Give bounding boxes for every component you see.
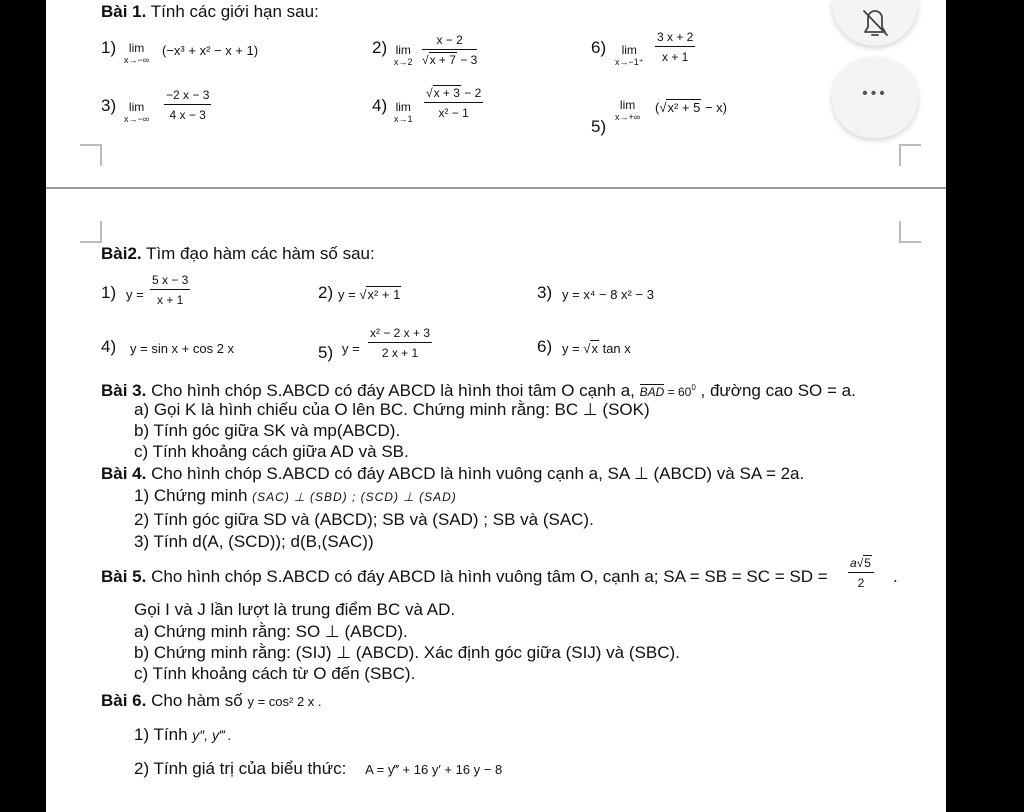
bai1-item2-fraction: $\frac{x - 2}{√x + 7 - 3}$: [422, 33, 478, 67]
bai1-item3-number: 3): [101, 96, 117, 115]
bai2-item2-expr: y = √x² + 1: [338, 287, 401, 302]
bai3-heading: Bài 3. Cho hình chóp S.ABCD có đáy ABCD là hình thoi tâm O cạnh a, BAD = $60^0$ , đường cao SO = a.: [101, 381, 856, 400]
bai2-item1-number: 1): [101, 283, 117, 302]
bai5-fraction: $\frac{a√5}{2}$: [848, 556, 874, 590]
bai5-part-c: c) Tính khoảng cách từ O đến (SBC).: [134, 664, 416, 683]
bai2-item6-number: 6): [537, 337, 553, 356]
bai2-item6-expr: y = √x tan x: [562, 341, 631, 356]
bai1-heading: Bài 1. Tính các giới hạn sau:: [101, 2, 319, 21]
bai6-heading: Bài 6. Cho hàm số y = cos² 2 x .: [101, 691, 322, 710]
bai3-part-c: c) Tính khoảng cách giữa AD và SB.: [134, 442, 409, 461]
bai1-item6-lim: lim x→−1⁺: [615, 43, 644, 67]
bai1-item4-fraction: $\frac{√x + 3 - 2}{\text{x² − 1}}$: [426, 86, 482, 120]
bai2-item5-fraction: $\frac{\text{x² − 2 x + 3}}{2 x + 1}$: [370, 326, 431, 360]
bai5-part-a: a) Chứng minh rằng: SO ⊥ (ABCD).: [134, 622, 408, 641]
bai2-item5-lhs: y =: [342, 341, 360, 356]
bai2-item1-lhs: y =: [126, 287, 144, 302]
bai1-item1-lim: lim x→−∞: [124, 41, 150, 65]
bai1-item2-number: 2): [372, 38, 388, 57]
bai4-item1: 1) Chứng minh (SAC) ⊥ (SBD) ; (SCD) ⊥ (SAD): [134, 486, 457, 505]
bai6-item1: 1) Tính y″, y‴ .: [134, 725, 232, 744]
corner-mark: [80, 144, 102, 166]
corner-mark: [899, 221, 921, 243]
corner-mark: [899, 144, 921, 166]
bai1-item4-number: 4): [372, 96, 388, 115]
bai1-item5-expr: (√x² + 5 − x): [655, 100, 728, 115]
bai4-item3: 3) Tính d(A, (SCD)); d(B,(SAC)): [134, 532, 374, 551]
mute-notifications-button[interactable]: [832, 0, 918, 46]
bai2-heading: Bài2. Tìm đạo hàm các hàm số sau:: [101, 244, 375, 263]
bai1-item6-number: 6): [591, 38, 607, 57]
more-dots-icon: •••: [862, 85, 888, 102]
bai3-part-b: b) Tính góc giữa SK và mp(ABCD).: [134, 421, 401, 440]
bai1-item4-lim: lim x→1: [394, 100, 413, 124]
bai1-item1-number: 1): [101, 38, 117, 57]
bai3-part-a: a) Gọi K là hình chiếu của O lên BC. Chứng minh rằng: BC ⊥ (SOK): [134, 400, 650, 419]
bell-off-icon: [832, 0, 918, 46]
more-options-button[interactable]: [832, 58, 918, 138]
bai2-item5-number: 5): [318, 343, 334, 362]
bai5-part-b: b) Chứng minh rằng: (SIJ) ⊥ (ABCD). Xác định góc giữa (SIJ) và (SBC).: [134, 643, 680, 662]
page-separator: [46, 187, 946, 189]
bai2-item3-expr: y = x⁴ − 8 x² − 3: [562, 287, 654, 302]
bai6-item2: 2) Tính giá trị của biểu thức: A = y‴ + 16 y′ + 16 y − 8: [134, 759, 503, 778]
bai1-item3-fraction: $\frac{-2 x - 3}{4 x - 3}$: [166, 88, 210, 122]
bai1-item5-number: 5): [591, 117, 607, 136]
bai5-end: .: [893, 567, 898, 586]
bai1-item3-lim: lim x→−∞: [124, 100, 150, 124]
bai1-item2-lim: lim x→2: [394, 43, 413, 67]
bai4-item2: 2) Tính góc giữa SD và (ABCD); SB và (SAD) ; SB và (SAC).: [134, 510, 594, 529]
bai2-item4-expr: y = sin x + cos 2 x: [130, 341, 235, 356]
bai4-heading: Bài 4. Cho hình chóp S.ABCD có đáy ABCD là hình vuông cạnh a, SA ⊥ (ABCD) và SA = 2a.: [101, 464, 805, 483]
bai2-item2-number: 2): [318, 283, 334, 302]
bai2-item3-number: 3): [537, 283, 553, 302]
bai2-item4-number: 4): [101, 337, 117, 356]
bai1-item5-lim: lim x→+∞: [615, 98, 641, 122]
bai2-item1-fraction: $\frac{5 x - 3}{x + 1}$: [152, 273, 189, 307]
corner-mark: [80, 221, 102, 243]
bai1-item6-fraction: $\frac{3 x + 2}{x + 1}$: [657, 30, 694, 64]
bai5-intro: Gọi I và J lần lượt là trung điểm BC và AD.: [134, 600, 456, 619]
bai5-heading: Bài 5. Cho hình chóp S.ABCD có đáy ABCD là hình vuông tâm O, cạnh a; SA = SB = SC = SD =: [101, 567, 828, 586]
bai1-item1-expr: (−x³ + x² − x + 1): [162, 43, 259, 58]
